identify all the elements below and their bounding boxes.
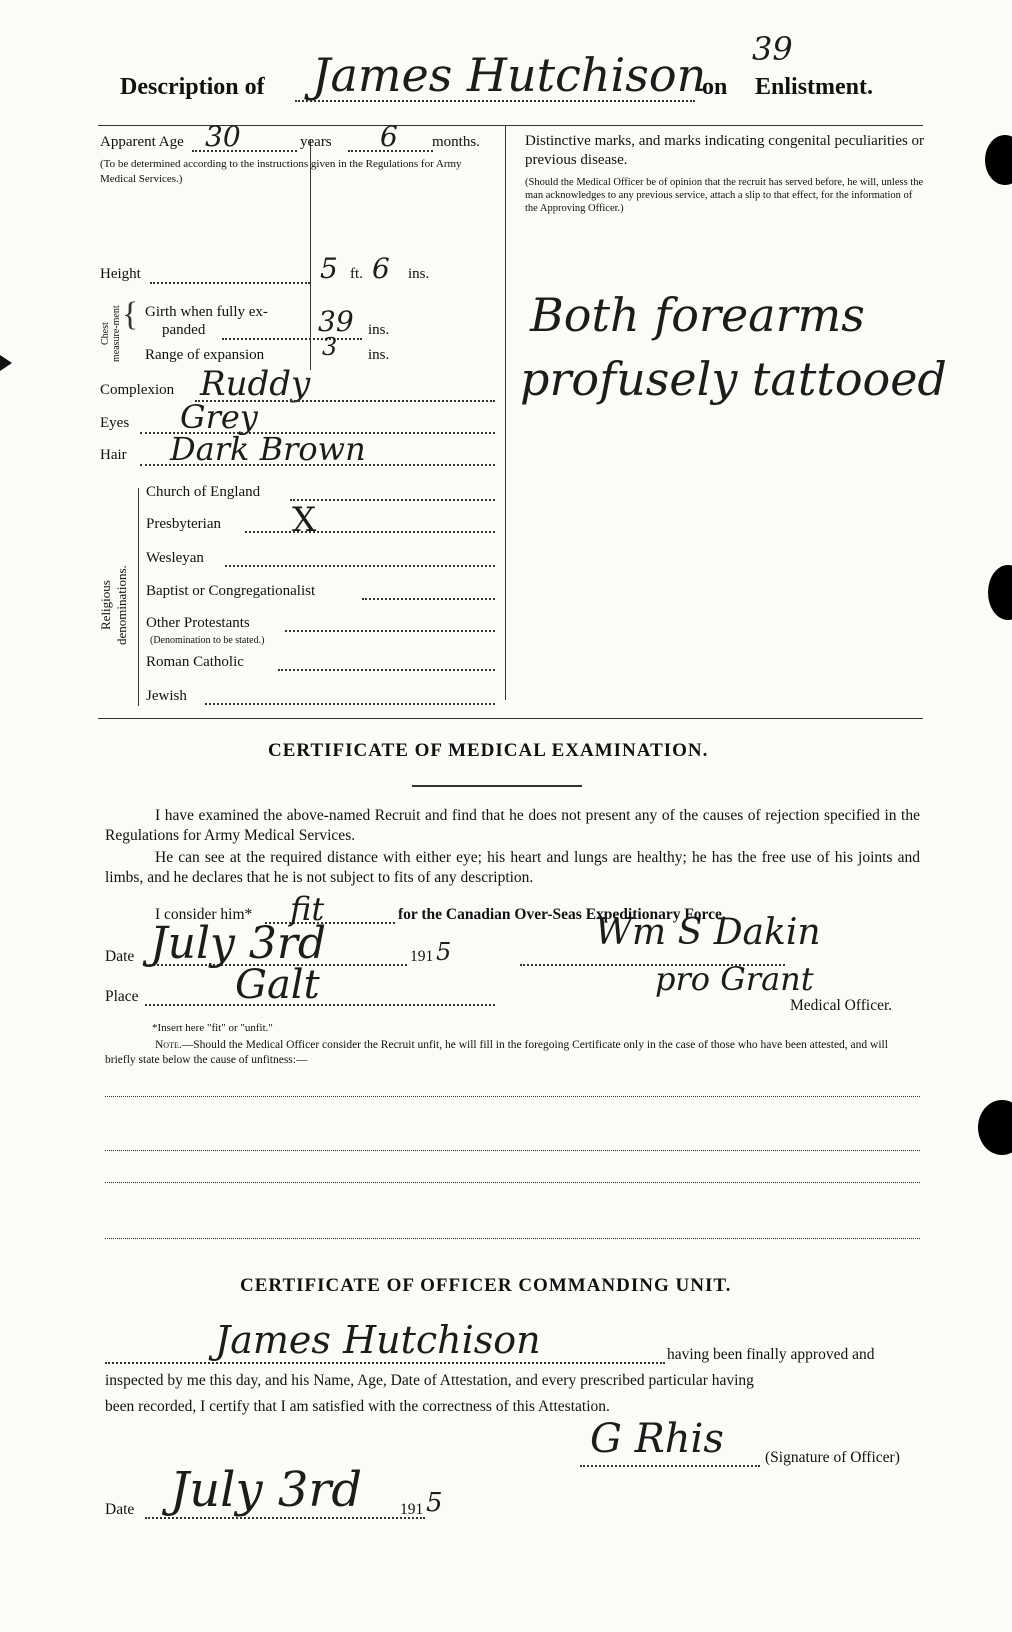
- description-label: Description of: [120, 74, 265, 100]
- medical-year-digit: 5: [436, 938, 452, 966]
- medical-date-label: Date: [105, 948, 135, 965]
- religion-line-2: [225, 565, 495, 567]
- religious-denominations-label: Religious denominations.: [98, 565, 129, 645]
- age-note: (To be determined according to the instructions given in the Regulations for Army Medical Services.): [100, 158, 462, 185]
- unfitness-note: [105, 1038, 920, 1068]
- commanding-text-3: been recorded, I certify that I am satisfied with the correctness of this Attestation.: [105, 1398, 610, 1415]
- apparent-age-label: Apparent Age: [100, 134, 184, 150]
- place-label: Place: [105, 988, 139, 1005]
- column-divider: [505, 125, 506, 700]
- note-label: Note.: [155, 1039, 182, 1051]
- medical-year-prefix: 191: [410, 948, 434, 965]
- height-ft-value: 5: [320, 252, 338, 285]
- scan-blot-bottom: [978, 1100, 1012, 1155]
- name-dotted-line: [295, 100, 695, 102]
- medical-paragraph-2: He can see at the required distance with either eye; his heart and lungs are healthy; he has the free use of his joints and limbs, and he declares that he is not subject to fits of any description.: [105, 849, 920, 886]
- religion-church-of-england: Church of England: [146, 484, 261, 500]
- religion-presbyterian: Presbyterian: [146, 516, 221, 532]
- eyes-label: Eyes: [100, 415, 130, 431]
- force-label: for the Canadian Over-Seas Expeditionary Force.: [398, 906, 726, 923]
- regiment-number: 39: [752, 30, 793, 68]
- religion-line-6: [205, 703, 495, 705]
- religion-jewish: Jewish: [146, 688, 187, 704]
- height-label: Height: [100, 266, 141, 282]
- recruit-name: James Hutchison: [312, 48, 707, 102]
- eyes-value: Grey: [180, 398, 258, 436]
- note-text: —Should the Medical Officer consider the Recruit unfit, he will fill in the foregoing Certificate only in the case of those who have been attested, and will briefly state below the cause of unfitness:—: [105, 1039, 888, 1066]
- age-months-line: [348, 150, 433, 152]
- section-rule: [98, 718, 923, 719]
- range-value: 3: [322, 333, 338, 361]
- ins-label: ins.: [408, 266, 430, 282]
- commanding-text-2: inspected by me this day, and his Name, Age, Date of Attestation, and every prescribed particular having: [105, 1372, 754, 1389]
- commanding-certificate-title: CERTIFICATE OF OFFICER COMMANDING UNIT.: [240, 1275, 732, 1296]
- medical-certificate-title: CERTIFICATE OF MEDICAL EXAMINATION.: [268, 740, 709, 761]
- age-years-line: [192, 150, 297, 152]
- commanding-year-prefix: 191: [400, 1501, 424, 1518]
- religion-baptist: Baptist or Congregationalist: [146, 583, 316, 599]
- medical-date-value: July 3rd: [150, 918, 327, 969]
- religion-wesleyan: Wesleyan: [146, 550, 204, 566]
- complexion-label: Complexion: [100, 382, 175, 398]
- distinctive-marks-line-1: Both forearms: [530, 288, 865, 342]
- hair-line: [140, 464, 495, 466]
- chest-measurement-label: Chest measure-ment: [100, 305, 122, 363]
- religion-line-3: [362, 598, 495, 600]
- commanding-officer-signature: G Rhis: [590, 1416, 724, 1462]
- religion-line-0: [290, 499, 495, 501]
- girth-label-2: panded: [162, 322, 206, 338]
- height-line: [150, 282, 310, 284]
- girth-line: [222, 338, 362, 340]
- distinctive-marks-line-2: profusely tattooed: [520, 352, 947, 406]
- ft-label: ft.: [350, 266, 363, 282]
- place-line: [145, 1004, 495, 1006]
- scan-blot-middle: [988, 565, 1012, 620]
- girth-value: 39: [318, 305, 354, 338]
- range-ins-label: ins.: [368, 347, 390, 363]
- medical-title-rule: [412, 785, 582, 787]
- hair-label: Hair: [100, 447, 127, 463]
- religion-roman-catholic: Roman Catholic: [146, 654, 244, 670]
- religion-other-protestants: Other Protestants: [146, 615, 250, 631]
- commanding-text-1: having been finally approved and: [667, 1346, 875, 1363]
- scan-edge-mark: [0, 355, 12, 371]
- scan-blot-top: [985, 135, 1012, 185]
- place-value: Galt: [235, 962, 320, 1008]
- commanding-date-value: July 3rd: [170, 1462, 363, 1518]
- medical-officer-signature: Wm S Dakin: [595, 912, 821, 953]
- distinctive-marks-note: (Should the Medical Officer be of opinion that the recruit has served before, he will, unless the man acknowledges to any previous service, attach a slip to that effect, for the information of the Approving Officer.): [525, 177, 924, 214]
- age-years-value: 30: [205, 120, 241, 153]
- commanding-name-line: [105, 1362, 665, 1364]
- on-label: on: [702, 74, 728, 100]
- chest-brace: {: [122, 296, 139, 333]
- insert-note: *Insert here "fit" or "unfit.": [152, 1022, 273, 1034]
- range-label: Range of expansion: [145, 347, 265, 363]
- complexion-value: Ruddy: [200, 364, 311, 404]
- hair-value: Dark Brown: [170, 430, 366, 468]
- medical-officer-signature-2: pro Grant: [655, 960, 814, 998]
- religion-line-4: [285, 630, 495, 632]
- consider-value: fit: [290, 890, 325, 928]
- commanding-year-digit: 5: [426, 1488, 443, 1518]
- girth-ins-label: ins.: [368, 322, 390, 338]
- height-in-value: 6: [372, 252, 390, 285]
- other-note: (Denomination to be stated.): [150, 635, 265, 646]
- commanding-date-label: Date: [105, 1501, 135, 1518]
- medical-paragraph-1: I have examined the above-named Recruit and find that he does not present any of the causes of rejection specified in the Regulations for Army Medical Services.: [105, 807, 920, 844]
- unfitness-line-3: [105, 1182, 920, 1183]
- unfitness-line-4: [105, 1238, 920, 1239]
- commanding-recruit-name: James Hutchison: [215, 1318, 541, 1362]
- unfitness-line-2: [105, 1150, 920, 1151]
- years-label: years: [300, 134, 332, 150]
- religion-line-5: [278, 669, 495, 671]
- girth-label-1: Girth when fully ex-: [145, 304, 268, 320]
- medical-officer-label: Medical Officer.: [790, 997, 893, 1014]
- commanding-signature-line: [580, 1465, 760, 1467]
- unfitness-line-1: [105, 1096, 920, 1097]
- consider-label: I consider him*: [155, 906, 253, 923]
- presbyterian-mark: X: [292, 500, 317, 540]
- religion-bracket: [138, 488, 139, 706]
- signature-of-officer-label: (Signature of Officer): [765, 1449, 900, 1466]
- enlistment-label: Enlistment.: [755, 74, 874, 100]
- religion-line-1: [245, 531, 495, 533]
- distinctive-marks-label: Distinctive marks, and marks indicating congenital peculiarities or previous disease.: [525, 133, 925, 168]
- age-months-value: 6: [380, 120, 398, 153]
- months-label: months.: [432, 134, 480, 150]
